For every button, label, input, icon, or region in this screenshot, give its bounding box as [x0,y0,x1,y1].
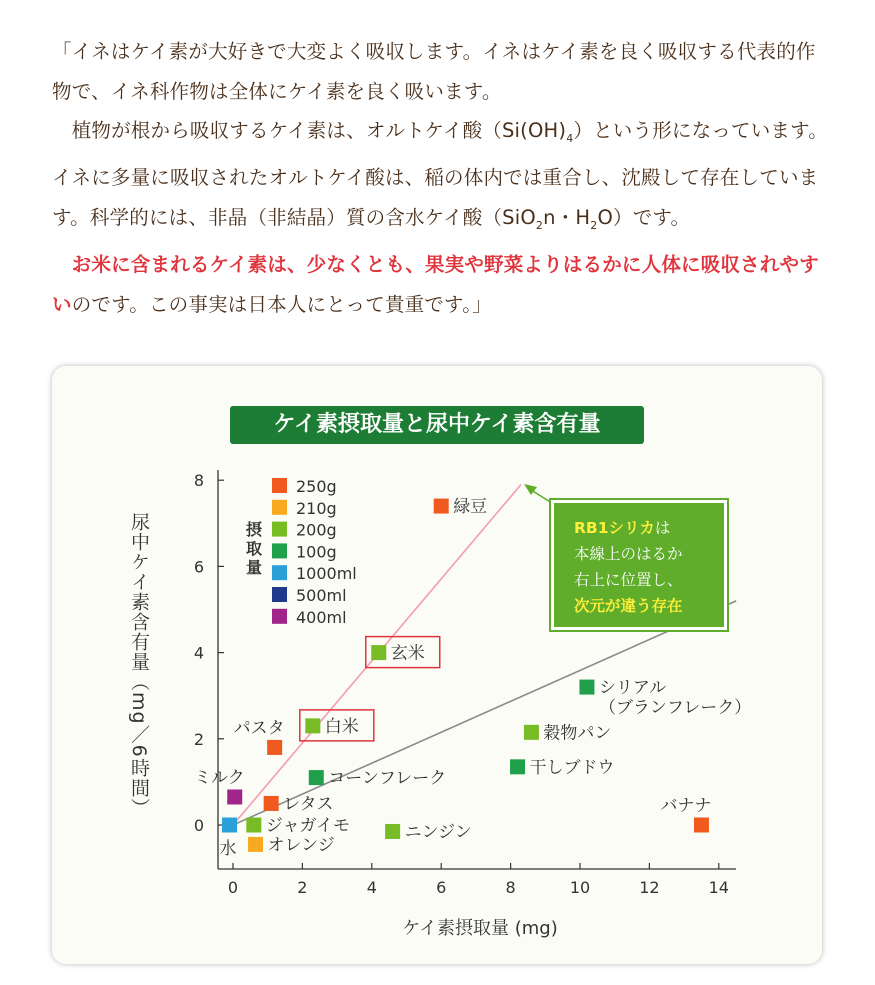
point-label: 穀物パン [543,723,612,744]
highlight-text: お米に含まれるケイ素は、少なくとも、果実や野菜よりはるかに人体に吸収されやすい [52,253,819,316]
legend-label: 400ml [296,607,347,627]
y-tick-label: 2 [193,729,204,749]
point-label: ジャガイモ [265,816,350,836]
legend-label: 200g [296,520,337,540]
point-label: オレンジ [267,835,335,856]
data-point [222,818,237,833]
point-label: 水 [219,839,237,859]
legend-label: 500ml [296,586,347,605]
legend-title: 摂取量 [245,520,262,577]
paragraph-2-text-c: n・H [543,205,591,229]
y-tick-label: 0 [193,816,204,835]
callout-line-4: 次元が違う存在 [574,597,683,615]
x-tick-label: 2 [297,878,308,897]
legend-swatch [272,565,287,580]
paragraph-1-text: 「イネはケイ素が大好きで大変よく吸収します。イネはケイ素を良く吸収する代表的作物で、イネ科作物は全体にケイ素を良く吸います。 [52,40,816,103]
point-label: シリアル [598,678,667,699]
y-tick-label: 8 [193,471,204,491]
data-point [385,824,400,839]
data-point [248,837,263,852]
data-point [694,818,709,833]
callout-line-3: 右上に位置し、 [574,571,683,589]
point-label: （ブランフレーク） [598,698,752,719]
point-label: コーンフレーク [328,768,447,789]
x-axis-title: ケイ素摂取量 (mg) [402,918,558,939]
y-tick-label: 6 [193,557,204,577]
x-tick-label: 6 [436,878,447,897]
x-tick-label: 10 [569,878,591,897]
point-label: レタス [283,794,334,815]
legend-label: 250g [296,477,337,496]
data-point [264,796,279,811]
paragraph-2-text-b: ）という形になっています。イネに多量に吸収されたオルトケイ酸は、稲の体内では重合し、沈殿して存在しています。科学的には、非晶（非結晶）質の含水ケイ酸（SiO [52,119,828,229]
data-point [305,718,320,733]
callout-highlight: RB1シリカ [574,519,655,537]
data-point [579,680,594,695]
data-point [227,789,242,804]
paragraph-2-text-d: O）です。 [597,205,691,229]
paragraph-3-text: のです。この事実は日本人にとって貴重です。」 [71,292,492,316]
subscript-4: 4 [566,131,574,145]
data-point [524,725,539,740]
legend-swatch [272,478,287,493]
x-tick-label: 12 [639,878,660,897]
legend-label: 210g [296,498,337,518]
callout-line-1-text: は [654,519,671,537]
paragraph-2-text-a: 植物が根から吸収するケイ素は、オルトケイ酸（Si(OH) [52,119,567,142]
x-tick-label: 14 [708,878,729,897]
x-tick-label: 8 [505,878,516,897]
point-label: パスタ [233,718,285,739]
legend-swatch [272,609,287,624]
point-label: ミルク [194,767,245,788]
y-tick-label: 4 [193,643,204,663]
y-axis-title: 尿中ケイ素含有量（mg／6時間） [128,512,150,818]
legend-label: 1000ml [296,564,357,584]
point-label: 干しブドウ [529,757,615,778]
chart-title: ケイ素摂取量と尿中ケイ素含有量 [230,406,644,444]
point-label: バナナ [660,796,712,816]
data-point [434,499,449,514]
x-tick-label: 0 [227,878,239,897]
x-tick-label: 4 [366,878,377,897]
legend-swatch [272,543,287,558]
point-label: 玄米 [390,643,425,664]
subscript-2b: 2 [590,218,598,232]
data-point [246,818,261,833]
point-label: 白米 [324,716,359,737]
data-point [267,740,282,755]
callout-line-1 [574,515,724,541]
legend-swatch [272,500,287,515]
callout-line-2: 本線上のはるか [574,545,683,563]
data-point [309,770,324,785]
callout-box [551,500,727,630]
data-point [510,759,525,774]
legend-swatch [272,587,287,602]
legend-swatch [272,522,287,537]
legend-label: 100g [296,542,337,562]
point-label: 緑豆 [453,497,488,518]
subscript-2a: 2 [535,218,544,232]
point-label: ニンジン [404,822,472,843]
data-point [371,645,386,660]
